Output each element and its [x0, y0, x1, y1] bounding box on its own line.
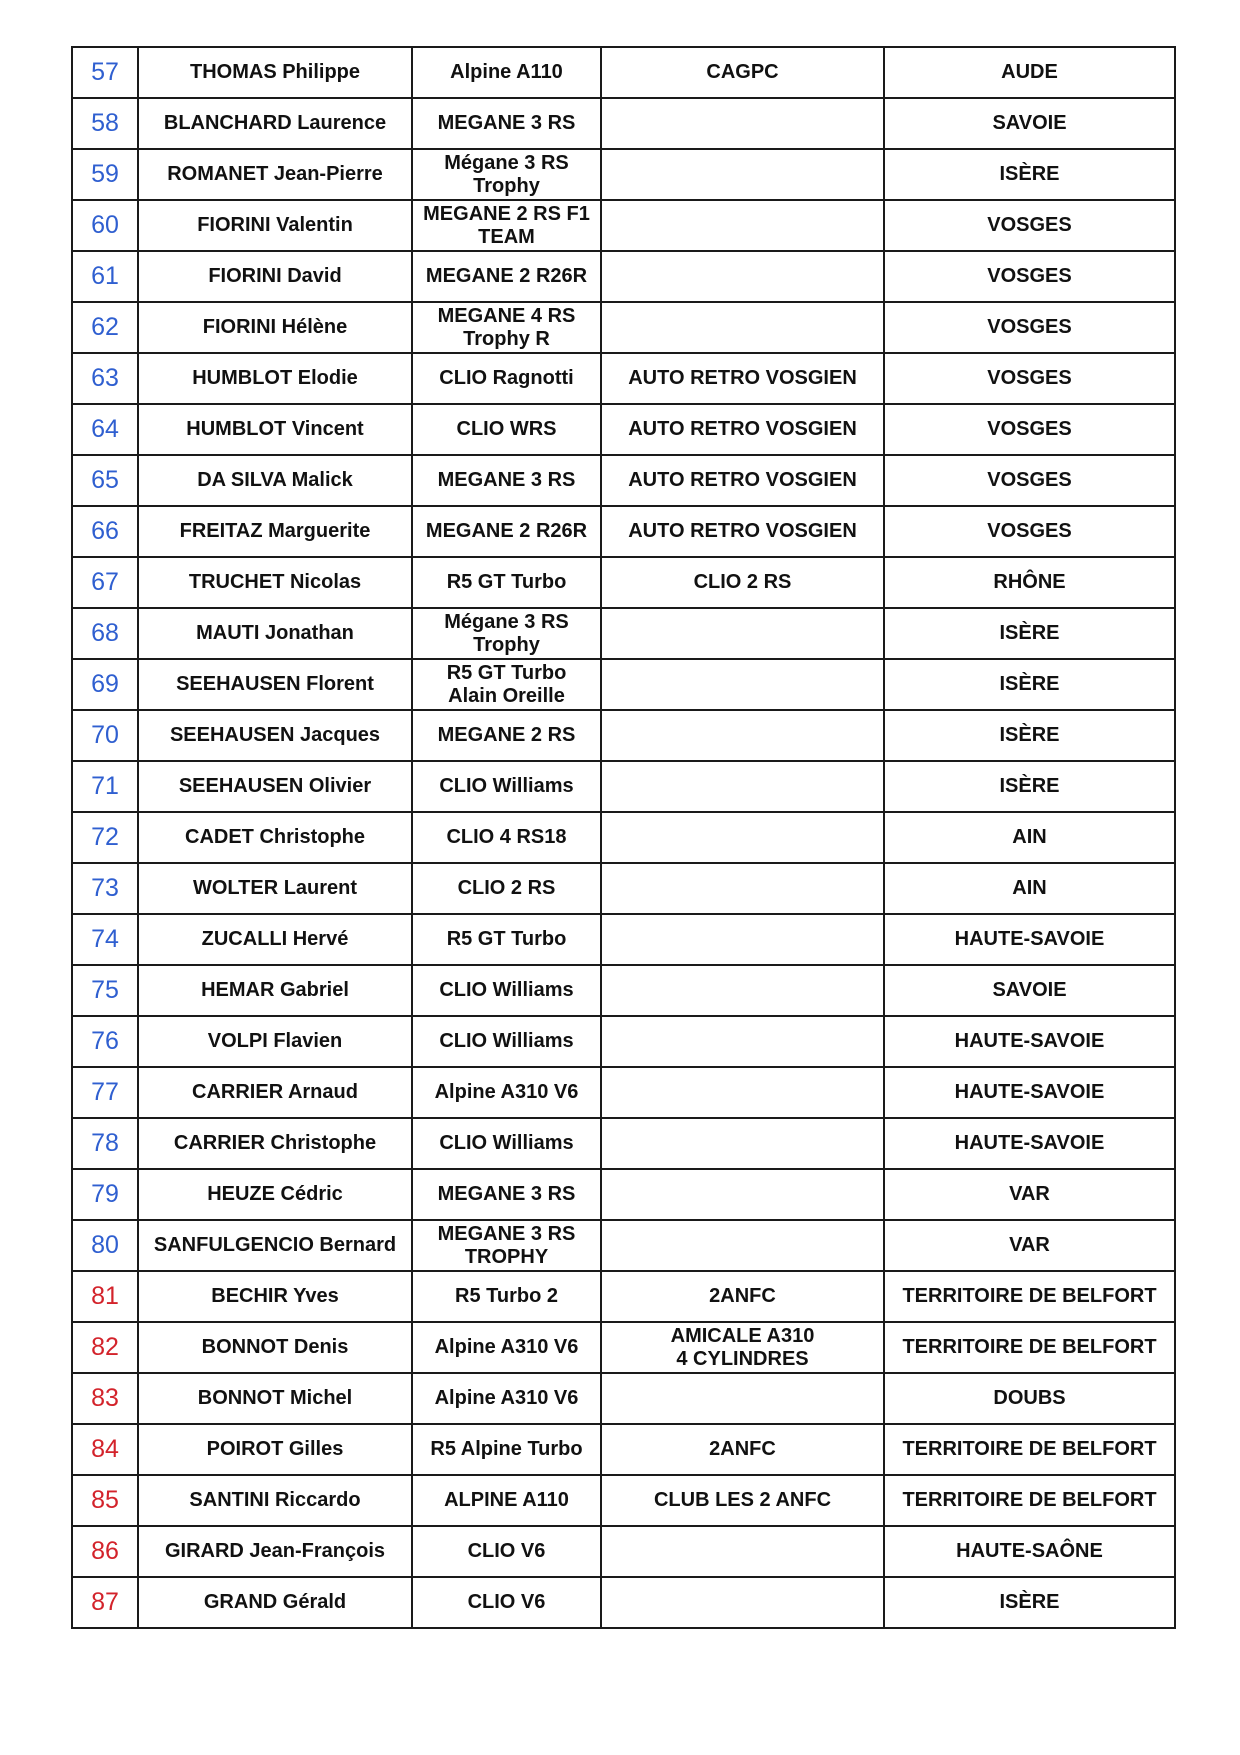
driver-name: CADET Christophe — [138, 812, 412, 863]
driver-name: BECHIR Yves — [138, 1271, 412, 1322]
club-name: AUTO RETRO VOSGIEN — [601, 353, 884, 404]
driver-name: BONNOT Michel — [138, 1373, 412, 1424]
table-row — [72, 812, 1175, 863]
driver-name: DA SILVA Malick — [138, 455, 412, 506]
entry-number: 78 — [72, 1118, 138, 1169]
department: HAUTE-SAVOIE — [884, 1067, 1175, 1118]
department: ISÈRE — [884, 1577, 1175, 1628]
department: VOSGES — [884, 506, 1175, 557]
department: AIN — [884, 863, 1175, 914]
table-row — [72, 1577, 1175, 1628]
driver-name: VOLPI Flavien — [138, 1016, 412, 1067]
club-name — [601, 1373, 884, 1424]
car-model: ALPINE A110 — [412, 1475, 601, 1526]
table-row — [72, 404, 1175, 455]
entry-number: 76 — [72, 1016, 138, 1067]
driver-name: MAUTI Jonathan — [138, 608, 412, 659]
table-row — [72, 200, 1175, 251]
club-name — [601, 863, 884, 914]
driver-name: CARRIER Christophe — [138, 1118, 412, 1169]
entry-number: 57 — [72, 47, 138, 98]
car-model: Alpine A310 V6 — [412, 1322, 601, 1373]
driver-name: FIORINI Hélène — [138, 302, 412, 353]
club-name: AUTO RETRO VOSGIEN — [601, 455, 884, 506]
car-model: CLIO Williams — [412, 965, 601, 1016]
entry-number: 60 — [72, 200, 138, 251]
car-model: CLIO V6 — [412, 1526, 601, 1577]
table-row — [72, 1169, 1175, 1220]
table-row — [72, 47, 1175, 98]
department: SAVOIE — [884, 965, 1175, 1016]
car-model: Alpine A110 — [412, 47, 601, 98]
car-model: MEGANE 2 R26R — [412, 506, 601, 557]
club-name — [601, 1526, 884, 1577]
department: VOSGES — [884, 455, 1175, 506]
driver-name: SANTINI Riccardo — [138, 1475, 412, 1526]
club-name: 2ANFC — [601, 1424, 884, 1475]
entry-number: 67 — [72, 557, 138, 608]
driver-name: FIORINI David — [138, 251, 412, 302]
driver-name: SANFULGENCIO Bernard — [138, 1220, 412, 1271]
car-model: MEGANE 3 RS TROPHY — [412, 1220, 601, 1271]
driver-name: GRAND Gérald — [138, 1577, 412, 1628]
entry-number: 87 — [72, 1577, 138, 1628]
table-row — [72, 251, 1175, 302]
club-name: CLIO 2 RS — [601, 557, 884, 608]
entry-number: 65 — [72, 455, 138, 506]
table-row — [72, 353, 1175, 404]
driver-name: SEEHAUSEN Florent — [138, 659, 412, 710]
table-row — [72, 455, 1175, 506]
department: VAR — [884, 1220, 1175, 1271]
entry-number: 62 — [72, 302, 138, 353]
club-name — [601, 251, 884, 302]
car-model: CLIO WRS — [412, 404, 601, 455]
car-model: MEGANE 3 RS — [412, 98, 601, 149]
driver-name: SEEHAUSEN Jacques — [138, 710, 412, 761]
club-name: CLUB LES 2 ANFC — [601, 1475, 884, 1526]
table-row — [72, 863, 1175, 914]
driver-name: ROMANET Jean-Pierre — [138, 149, 412, 200]
car-model: R5 GT Turbo — [412, 557, 601, 608]
table-row — [72, 1373, 1175, 1424]
table-row — [72, 506, 1175, 557]
table-row — [72, 710, 1175, 761]
department: ISÈRE — [884, 659, 1175, 710]
table-row — [72, 1322, 1175, 1373]
club-name — [601, 1118, 884, 1169]
car-model: R5 GT Turbo Alain Oreille — [412, 659, 601, 710]
department: VOSGES — [884, 353, 1175, 404]
table-row — [72, 608, 1175, 659]
driver-name: HUMBLOT Vincent — [138, 404, 412, 455]
car-model: R5 Alpine Turbo — [412, 1424, 601, 1475]
entry-number: 70 — [72, 710, 138, 761]
table-row — [72, 1220, 1175, 1271]
car-model: Alpine A310 V6 — [412, 1373, 601, 1424]
entry-number: 79 — [72, 1169, 138, 1220]
department: TERRITOIRE DE BELFORT — [884, 1322, 1175, 1373]
club-name — [601, 608, 884, 659]
club-name — [601, 98, 884, 149]
entry-number: 68 — [72, 608, 138, 659]
driver-name: GIRARD Jean-François — [138, 1526, 412, 1577]
department: VAR — [884, 1169, 1175, 1220]
club-name — [601, 1067, 884, 1118]
entry-number: 71 — [72, 761, 138, 812]
department: ISÈRE — [884, 710, 1175, 761]
car-model: MEGANE 2 RS — [412, 710, 601, 761]
car-model: R5 Turbo 2 — [412, 1271, 601, 1322]
car-model: CLIO Williams — [412, 1118, 601, 1169]
car-model: Mégane 3 RS Trophy — [412, 149, 601, 200]
car-model: MEGANE 4 RS Trophy R — [412, 302, 601, 353]
car-model: MEGANE 3 RS — [412, 455, 601, 506]
department: SAVOIE — [884, 98, 1175, 149]
club-name — [601, 710, 884, 761]
car-model: CLIO Ragnotti — [412, 353, 601, 404]
club-name — [601, 659, 884, 710]
club-name — [601, 1016, 884, 1067]
entry-number: 81 — [72, 1271, 138, 1322]
driver-name: ZUCALLI Hervé — [138, 914, 412, 965]
car-model: CLIO Williams — [412, 761, 601, 812]
table-row — [72, 1016, 1175, 1067]
driver-name: FIORINI Valentin — [138, 200, 412, 251]
entry-number: 59 — [72, 149, 138, 200]
club-name — [601, 965, 884, 1016]
driver-name: TRUCHET Nicolas — [138, 557, 412, 608]
car-model: CLIO 2 RS — [412, 863, 601, 914]
entry-number: 75 — [72, 965, 138, 1016]
club-name — [601, 761, 884, 812]
entry-number: 69 — [72, 659, 138, 710]
department: HAUTE-SAÔNE — [884, 1526, 1175, 1577]
club-name — [601, 1220, 884, 1271]
table-row — [72, 98, 1175, 149]
department: HAUTE-SAVOIE — [884, 1016, 1175, 1067]
car-model: MEGANE 2 R26R — [412, 251, 601, 302]
club-name: AUTO RETRO VOSGIEN — [601, 506, 884, 557]
entry-number: 66 — [72, 506, 138, 557]
car-model: MEGANE 2 RS F1 TEAM — [412, 200, 601, 251]
entry-number: 80 — [72, 1220, 138, 1271]
entry-number: 86 — [72, 1526, 138, 1577]
table-row — [72, 1424, 1175, 1475]
table-row — [72, 557, 1175, 608]
driver-name: CARRIER Arnaud — [138, 1067, 412, 1118]
department: HAUTE-SAVOIE — [884, 1118, 1175, 1169]
department: ISÈRE — [884, 761, 1175, 812]
club-name: 2ANFC — [601, 1271, 884, 1322]
club-name: AMICALE A310 4 CYLINDRES — [601, 1322, 884, 1373]
driver-name: POIROT Gilles — [138, 1424, 412, 1475]
entry-number: 82 — [72, 1322, 138, 1373]
club-name — [601, 149, 884, 200]
table-row — [72, 1271, 1175, 1322]
entry-number: 73 — [72, 863, 138, 914]
table-row — [72, 1067, 1175, 1118]
table-row — [72, 302, 1175, 353]
table-row — [72, 761, 1175, 812]
driver-name: FREITAZ Marguerite — [138, 506, 412, 557]
department: ISÈRE — [884, 608, 1175, 659]
entries-body — [72, 47, 1175, 1628]
entry-number: 58 — [72, 98, 138, 149]
entry-number: 61 — [72, 251, 138, 302]
driver-name: HUMBLOT Elodie — [138, 353, 412, 404]
car-model: CLIO 4 RS18 — [412, 812, 601, 863]
department: VOSGES — [884, 200, 1175, 251]
table-row — [72, 965, 1175, 1016]
car-model: Alpine A310 V6 — [412, 1067, 601, 1118]
entry-number: 63 — [72, 353, 138, 404]
department: VOSGES — [884, 251, 1175, 302]
driver-name: THOMAS Philippe — [138, 47, 412, 98]
club-name — [601, 302, 884, 353]
department: VOSGES — [884, 404, 1175, 455]
table-row — [72, 1526, 1175, 1577]
car-model: R5 GT Turbo — [412, 914, 601, 965]
department: AUDE — [884, 47, 1175, 98]
department: ISÈRE — [884, 149, 1175, 200]
driver-name: HEUZE Cédric — [138, 1169, 412, 1220]
driver-name: WOLTER Laurent — [138, 863, 412, 914]
table-row — [72, 149, 1175, 200]
table-row — [72, 1475, 1175, 1526]
department: TERRITOIRE DE BELFORT — [884, 1475, 1175, 1526]
car-model: CLIO V6 — [412, 1577, 601, 1628]
entry-number: 74 — [72, 914, 138, 965]
table-row — [72, 914, 1175, 965]
car-model: CLIO Williams — [412, 1016, 601, 1067]
entry-number: 77 — [72, 1067, 138, 1118]
entries-table — [71, 46, 1176, 1629]
driver-name: SEEHAUSEN Olivier — [138, 761, 412, 812]
entry-number: 83 — [72, 1373, 138, 1424]
club-name — [601, 812, 884, 863]
entry-number: 72 — [72, 812, 138, 863]
club-name: AUTO RETRO VOSGIEN — [601, 404, 884, 455]
club-name — [601, 1169, 884, 1220]
entry-number: 85 — [72, 1475, 138, 1526]
club-name — [601, 1577, 884, 1628]
club-name — [601, 200, 884, 251]
car-model: Mégane 3 RS Trophy — [412, 608, 601, 659]
driver-name: HEMAR Gabriel — [138, 965, 412, 1016]
department: HAUTE-SAVOIE — [884, 914, 1175, 965]
driver-name: BONNOT Denis — [138, 1322, 412, 1373]
entry-number: 84 — [72, 1424, 138, 1475]
driver-name: BLANCHARD Laurence — [138, 98, 412, 149]
club-name: CAGPC — [601, 47, 884, 98]
department: DOUBS — [884, 1373, 1175, 1424]
entry-number: 64 — [72, 404, 138, 455]
car-model: MEGANE 3 RS — [412, 1169, 601, 1220]
table-row — [72, 659, 1175, 710]
club-name — [601, 914, 884, 965]
department: VOSGES — [884, 302, 1175, 353]
department: RHÔNE — [884, 557, 1175, 608]
department: TERRITOIRE DE BELFORT — [884, 1271, 1175, 1322]
department: TERRITOIRE DE BELFORT — [884, 1424, 1175, 1475]
department: AIN — [884, 812, 1175, 863]
table-row — [72, 1118, 1175, 1169]
